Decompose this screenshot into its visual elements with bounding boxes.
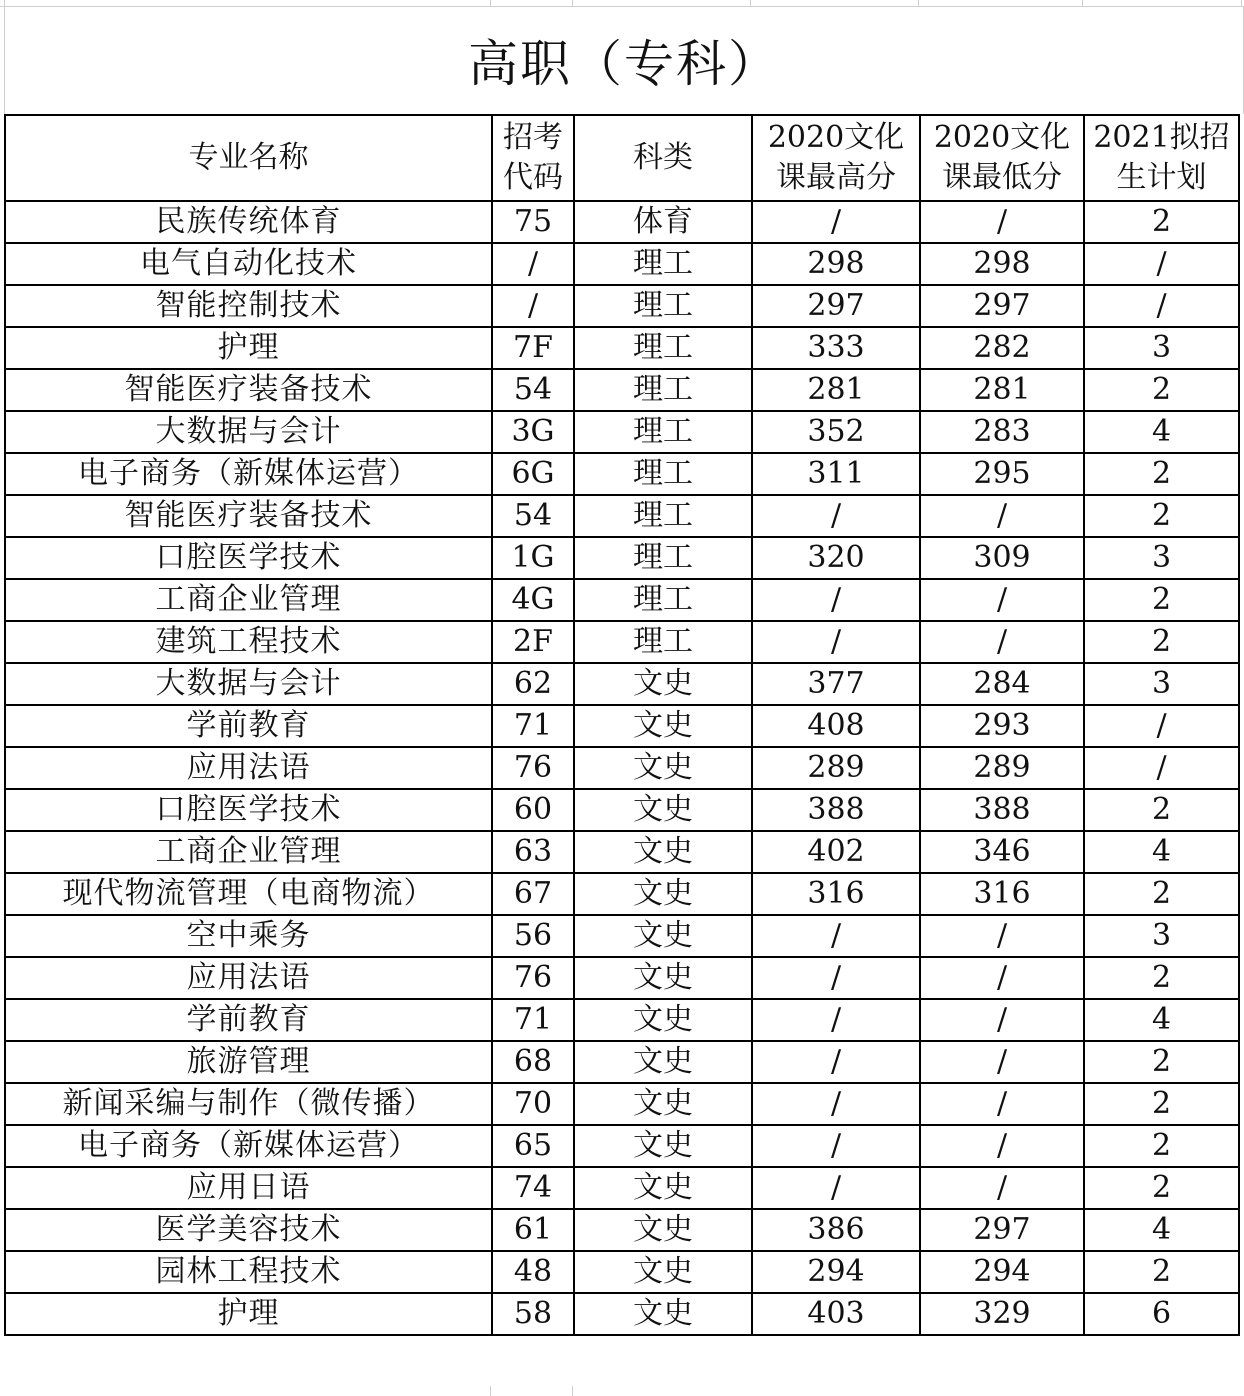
cell-category[interactable]: 理工 <box>574 411 752 453</box>
cell-exam-code[interactable]: 71 <box>492 705 574 747</box>
cell-exam-code[interactable]: 70 <box>492 1083 574 1125</box>
table-row <box>5 789 1239 831</box>
cell-major-name[interactable]: 应用日语 <box>5 1167 492 1209</box>
cell-enrollment-plan[interactable]: / <box>1084 705 1239 747</box>
cell-category[interactable]: 文史 <box>574 705 752 747</box>
cell-max-score[interactable]: 281 <box>752 369 920 411</box>
admissions-table <box>4 114 1240 1336</box>
cell-exam-code[interactable]: 54 <box>492 495 574 537</box>
cell-exam-code[interactable]: 68 <box>492 1041 574 1083</box>
header-max-score[interactable] <box>752 115 920 201</box>
cell-min-score[interactable]: / <box>920 495 1084 537</box>
cell-min-score[interactable]: / <box>920 915 1084 957</box>
cell-enrollment-plan[interactable]: 3 <box>1084 537 1239 579</box>
cell-major-name[interactable]: 旅游管理 <box>5 1041 492 1083</box>
cell-category[interactable]: 理工 <box>574 579 752 621</box>
cell-exam-code[interactable]: 75 <box>492 201 574 243</box>
cell-major-name[interactable]: 学前教育 <box>5 705 492 747</box>
table-row <box>5 1209 1239 1251</box>
cell-category[interactable]: 理工 <box>574 495 752 537</box>
cell-min-score[interactable]: 295 <box>920 453 1084 495</box>
table-row <box>5 705 1239 747</box>
cell-exam-code[interactable]: 2F <box>492 621 574 663</box>
cell-enrollment-plan[interactable]: 4 <box>1084 1209 1239 1251</box>
cell-major-name[interactable]: 园林工程技术 <box>5 1251 492 1293</box>
cell-major-name[interactable]: 现代物流管理（电商物流） <box>5 873 492 915</box>
table-row <box>5 1251 1239 1293</box>
cell-min-score[interactable]: 294 <box>920 1251 1084 1293</box>
table-row <box>5 369 1239 411</box>
cell-max-score[interactable]: / <box>752 1041 920 1083</box>
header-min-score[interactable] <box>920 115 1084 201</box>
cell-max-score[interactable]: 388 <box>752 789 920 831</box>
cell-exam-code[interactable]: 71 <box>492 999 574 1041</box>
cell-category[interactable]: 文史 <box>574 1209 752 1251</box>
cell-min-score[interactable]: / <box>920 1083 1084 1125</box>
cell-enrollment-plan[interactable]: 3 <box>1084 915 1239 957</box>
cell-category[interactable]: 文史 <box>574 831 752 873</box>
cell-exam-code[interactable]: 76 <box>492 957 574 999</box>
gridline-tick <box>490 1386 491 1396</box>
cell-min-score[interactable]: / <box>920 621 1084 663</box>
cell-enrollment-plan[interactable]: 2 <box>1084 453 1239 495</box>
table-row <box>5 1083 1239 1125</box>
table-row <box>5 537 1239 579</box>
cell-min-score[interactable]: 316 <box>920 873 1084 915</box>
header-enrollment-plan[interactable] <box>1084 115 1239 201</box>
cell-max-score[interactable]: 408 <box>752 705 920 747</box>
cell-exam-code[interactable]: 62 <box>492 663 574 705</box>
table-row <box>5 1293 1239 1335</box>
cell-major-name[interactable]: 智能控制技术 <box>5 285 492 327</box>
cell-major-name[interactable]: 电子商务（新媒体运营） <box>5 1125 492 1167</box>
spreadsheet-bottom-gridline <box>4 1386 1238 1396</box>
cell-category[interactable]: 文史 <box>574 873 752 915</box>
table-row <box>5 621 1239 663</box>
cell-category[interactable]: 文史 <box>574 1251 752 1293</box>
header-exam-code[interactable] <box>492 115 574 201</box>
cell-exam-code[interactable]: 63 <box>492 831 574 873</box>
cell-exam-code[interactable]: 76 <box>492 747 574 789</box>
cell-max-score[interactable]: / <box>752 915 920 957</box>
cell-category[interactable]: 文史 <box>574 663 752 705</box>
cell-max-score[interactable]: 403 <box>752 1293 920 1335</box>
cell-min-score[interactable]: 298 <box>920 243 1084 285</box>
cell-major-name[interactable]: 应用法语 <box>5 957 492 999</box>
cell-major-name[interactable]: 工商企业管理 <box>5 579 492 621</box>
table-row <box>5 915 1239 957</box>
cell-category[interactable]: 理工 <box>574 621 752 663</box>
table-row <box>5 327 1239 369</box>
cell-exam-code[interactable]: 60 <box>492 789 574 831</box>
cell-min-score[interactable]: / <box>920 957 1084 999</box>
cell-max-score[interactable]: / <box>752 999 920 1041</box>
cell-major-name[interactable]: 护理 <box>5 1293 492 1335</box>
cell-min-score[interactable]: / <box>920 999 1084 1041</box>
table-row <box>5 285 1239 327</box>
cell-min-score[interactable]: 388 <box>920 789 1084 831</box>
header-row <box>5 115 1239 201</box>
cell-enrollment-plan[interactable]: / <box>1084 747 1239 789</box>
cell-category[interactable]: 理工 <box>574 285 752 327</box>
cell-min-score[interactable]: 282 <box>920 327 1084 369</box>
cell-category[interactable]: 文史 <box>574 999 752 1041</box>
cell-enrollment-plan[interactable]: 2 <box>1084 1083 1239 1125</box>
cell-exam-code[interactable]: 4G <box>492 579 574 621</box>
cell-category[interactable]: 理工 <box>574 537 752 579</box>
header-major-name[interactable]: 专业名称 <box>5 115 492 201</box>
cell-enrollment-plan[interactable]: 2 <box>1084 1041 1239 1083</box>
cell-max-score[interactable]: / <box>752 1083 920 1125</box>
cell-min-score[interactable]: / <box>920 1041 1084 1083</box>
cell-major-name[interactable]: 电气自动化技术 <box>5 243 492 285</box>
cell-exam-code[interactable]: 54 <box>492 369 574 411</box>
sheet-title: 高职（专科） <box>4 6 1244 114</box>
cell-category[interactable]: 文史 <box>574 957 752 999</box>
cell-enrollment-plan[interactable]: 6 <box>1084 1293 1239 1335</box>
table-row <box>5 495 1239 537</box>
cell-min-score[interactable]: 346 <box>920 831 1084 873</box>
cell-exam-code[interactable]: 48 <box>492 1251 574 1293</box>
header-category[interactable]: 科类 <box>574 115 752 201</box>
cell-min-score[interactable]: 293 <box>920 705 1084 747</box>
cell-category[interactable]: 文史 <box>574 1167 752 1209</box>
cell-max-score[interactable]: 289 <box>752 747 920 789</box>
cell-category[interactable]: 文史 <box>574 1041 752 1083</box>
cell-category[interactable]: 文史 <box>574 1293 752 1335</box>
cell-major-name[interactable]: 大数据与会计 <box>5 663 492 705</box>
header-enrollment-plan-line2: 生计划 <box>1116 160 1207 195</box>
table-row <box>5 453 1239 495</box>
cell-max-score[interactable]: 320 <box>752 537 920 579</box>
cell-min-score[interactable]: 289 <box>920 747 1084 789</box>
cell-enrollment-plan[interactable]: 2 <box>1084 1125 1239 1167</box>
cell-major-name[interactable]: 空中乘务 <box>5 915 492 957</box>
cell-enrollment-plan[interactable]: 2 <box>1084 1251 1239 1293</box>
cell-enrollment-plan[interactable]: 2 <box>1084 579 1239 621</box>
cell-max-score[interactable]: 386 <box>752 1209 920 1251</box>
cell-enrollment-plan[interactable]: 2 <box>1084 1167 1239 1209</box>
cell-category[interactable]: 体育 <box>574 201 752 243</box>
table-row <box>5 1167 1239 1209</box>
cell-min-score[interactable]: / <box>920 1125 1084 1167</box>
cell-major-name[interactable]: 智能医疗装备技术 <box>5 495 492 537</box>
header-exam-code-line2: 代码 <box>503 160 563 195</box>
cell-major-name[interactable]: 医学美容技术 <box>5 1209 492 1251</box>
table-row <box>5 747 1239 789</box>
cell-enrollment-plan[interactable]: 2 <box>1084 789 1239 831</box>
cell-major-name[interactable]: 口腔医学技术 <box>5 537 492 579</box>
cell-max-score[interactable]: / <box>752 1167 920 1209</box>
cell-enrollment-plan[interactable]: / <box>1084 243 1239 285</box>
header-exam-code-line1: 招考 <box>503 120 563 155</box>
cell-exam-code[interactable]: 58 <box>492 1293 574 1335</box>
cell-exam-code[interactable]: 61 <box>492 1209 574 1251</box>
cell-major-name[interactable]: 护理 <box>5 327 492 369</box>
header-min-score-line1: 2020文化 <box>933 120 1071 155</box>
cell-category[interactable]: 理工 <box>574 453 752 495</box>
cell-max-score[interactable]: / <box>752 621 920 663</box>
cell-category[interactable]: 文史 <box>574 1125 752 1167</box>
cell-major-name[interactable]: 大数据与会计 <box>5 411 492 453</box>
gridline-tick <box>572 1386 573 1396</box>
cell-max-score[interactable]: 377 <box>752 663 920 705</box>
cell-exam-code[interactable]: 6G <box>492 453 574 495</box>
cell-major-name[interactable]: 学前教育 <box>5 999 492 1041</box>
cell-enrollment-plan[interactable]: 2 <box>1084 495 1239 537</box>
table-row <box>5 243 1239 285</box>
cell-min-score[interactable]: / <box>920 201 1084 243</box>
table-row <box>5 663 1239 705</box>
cell-major-name[interactable]: 应用法语 <box>5 747 492 789</box>
cell-max-score[interactable]: 402 <box>752 831 920 873</box>
cell-max-score[interactable]: 311 <box>752 453 920 495</box>
cell-enrollment-plan[interactable]: 2 <box>1084 369 1239 411</box>
cell-exam-code[interactable]: 56 <box>492 915 574 957</box>
cell-exam-code[interactable]: 3G <box>492 411 574 453</box>
header-max-score-line2: 课最高分 <box>776 160 896 195</box>
cell-major-name[interactable]: 新闻采编与制作（微传播） <box>5 1083 492 1125</box>
cell-max-score[interactable]: / <box>752 201 920 243</box>
cell-max-score[interactable]: 298 <box>752 243 920 285</box>
cell-min-score[interactable]: 309 <box>920 537 1084 579</box>
cell-major-name[interactable]: 工商企业管理 <box>5 831 492 873</box>
cell-min-score[interactable]: / <box>920 1167 1084 1209</box>
cell-category[interactable]: 理工 <box>574 243 752 285</box>
cell-enrollment-plan[interactable]: 2 <box>1084 621 1239 663</box>
table-row <box>5 201 1239 243</box>
cell-category[interactable]: 文史 <box>574 789 752 831</box>
cell-max-score[interactable]: / <box>752 957 920 999</box>
cell-category[interactable]: 文史 <box>574 747 752 789</box>
cell-enrollment-plan[interactable]: 3 <box>1084 327 1239 369</box>
cell-category[interactable]: 理工 <box>574 369 752 411</box>
table-row <box>5 957 1239 999</box>
cell-max-score[interactable]: 294 <box>752 1251 920 1293</box>
cell-exam-code[interactable]: 65 <box>492 1125 574 1167</box>
table-row <box>5 579 1239 621</box>
cell-enrollment-plan[interactable]: 4 <box>1084 831 1239 873</box>
cell-major-name[interactable]: 民族传统体育 <box>5 201 492 243</box>
cell-enrollment-plan[interactable]: 3 <box>1084 663 1239 705</box>
cell-category[interactable]: 文史 <box>574 1083 752 1125</box>
table-row <box>5 1125 1239 1167</box>
cell-exam-code[interactable]: 67 <box>492 873 574 915</box>
header-enrollment-plan-line1: 2021拟招 <box>1093 120 1230 155</box>
cell-exam-code[interactable]: 7F <box>492 327 574 369</box>
cell-min-score[interactable]: / <box>920 579 1084 621</box>
cell-enrollment-plan[interactable]: 4 <box>1084 999 1239 1041</box>
header-min-score-line2: 课最低分 <box>942 160 1062 195</box>
cell-enrollment-plan[interactable]: / <box>1084 285 1239 327</box>
cell-major-name[interactable]: 建筑工程技术 <box>5 621 492 663</box>
header-max-score-line1: 2020文化 <box>767 120 905 155</box>
cell-min-score[interactable]: 283 <box>920 411 1084 453</box>
cell-max-score[interactable]: 297 <box>752 285 920 327</box>
cell-max-score[interactable]: 316 <box>752 873 920 915</box>
cell-min-score[interactable]: 297 <box>920 285 1084 327</box>
table-row <box>5 831 1239 873</box>
table-body <box>5 201 1239 1335</box>
cell-major-name[interactable]: 智能医疗装备技术 <box>5 369 492 411</box>
cell-enrollment-plan[interactable]: 2 <box>1084 201 1239 243</box>
table-row <box>5 999 1239 1041</box>
table-row <box>5 1041 1239 1083</box>
cell-max-score[interactable]: 352 <box>752 411 920 453</box>
cell-max-score[interactable]: 333 <box>752 327 920 369</box>
cell-min-score[interactable]: 329 <box>920 1293 1084 1335</box>
cell-max-score[interactable]: / <box>752 495 920 537</box>
cell-exam-code[interactable]: / <box>492 243 574 285</box>
cell-enrollment-plan[interactable]: 4 <box>1084 411 1239 453</box>
table-row <box>5 411 1239 453</box>
cell-exam-code[interactable]: 1G <box>492 537 574 579</box>
cell-min-score[interactable]: 284 <box>920 663 1084 705</box>
cell-category[interactable]: 理工 <box>574 327 752 369</box>
cell-major-name[interactable]: 口腔医学技术 <box>5 789 492 831</box>
cell-min-score[interactable]: 281 <box>920 369 1084 411</box>
table-row <box>5 873 1239 915</box>
cell-major-name[interactable]: 电子商务（新媒体运营） <box>5 453 492 495</box>
cell-max-score[interactable]: / <box>752 579 920 621</box>
cell-exam-code[interactable]: / <box>492 285 574 327</box>
cell-enrollment-plan[interactable]: 2 <box>1084 957 1239 999</box>
cell-min-score[interactable]: 297 <box>920 1209 1084 1251</box>
cell-max-score[interactable]: / <box>752 1125 920 1167</box>
cell-exam-code[interactable]: 74 <box>492 1167 574 1209</box>
cell-category[interactable]: 文史 <box>574 915 752 957</box>
cell-enrollment-plan[interactable]: 2 <box>1084 873 1239 915</box>
